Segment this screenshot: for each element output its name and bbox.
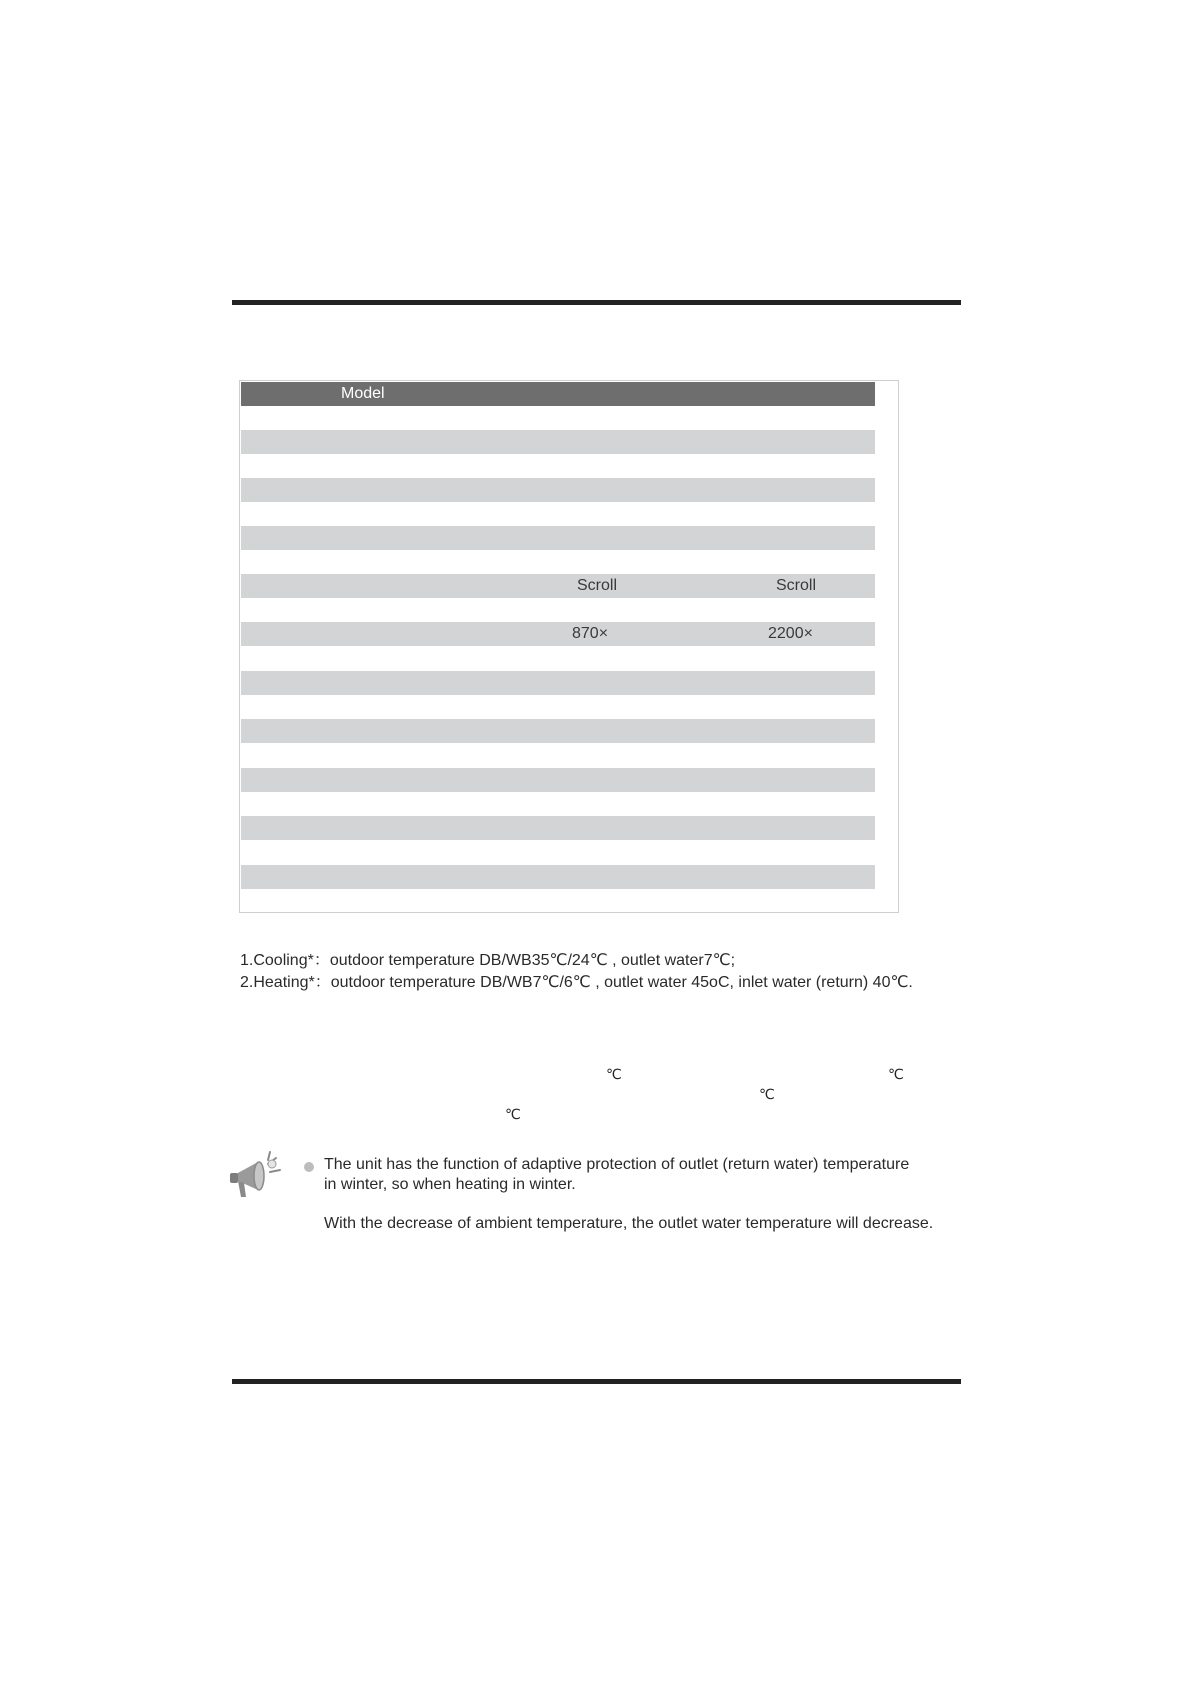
bullet-dot-icon — [304, 1162, 314, 1172]
footnote-cooling: 1.Cooling*：outdoor temperature DB/WB35℃/24℃ , outlet water7℃; — [240, 952, 736, 969]
footnote-heating: 2.Heating*：outdoor temperature DB/WB7℃/6℃ , outlet water 45oC, inlet water (return) 40℃. — [240, 974, 913, 991]
dimension-col2: 2200× — [768, 625, 813, 642]
table-row — [241, 719, 875, 743]
degree-symbol: ℃ — [505, 1106, 521, 1122]
compressor-type-col2: Scroll — [776, 577, 817, 594]
top-rule — [232, 300, 961, 305]
degree-symbol: ℃ — [888, 1066, 904, 1082]
table-row — [241, 768, 875, 792]
table-row-dimensions — [241, 622, 875, 646]
table-row — [241, 478, 875, 502]
table-row — [241, 526, 875, 550]
tip-line-2: in winter, so when heating in winter. — [324, 1176, 576, 1193]
tip-line-3: With the decrease of ambient temperature, the outlet water temperature will decrease. — [324, 1215, 934, 1232]
bottom-rule — [232, 1379, 961, 1384]
table-header-row — [241, 382, 875, 406]
table-row — [241, 865, 875, 889]
model-header-label: Model — [341, 385, 385, 402]
degree-symbol: ℃ — [759, 1086, 775, 1102]
table-row — [241, 671, 875, 695]
dimension-col1: 870× — [572, 625, 609, 642]
degree-symbol: ℃ — [606, 1066, 622, 1082]
table-row-compressor — [241, 574, 875, 598]
compressor-type-col1: Scroll — [577, 577, 618, 594]
megaphone-icon — [228, 1150, 284, 1202]
table-row — [241, 816, 875, 840]
tip-line-1: The unit has the function of adaptive protection of outlet (return water) temperature — [324, 1156, 910, 1173]
table-row — [241, 430, 875, 454]
